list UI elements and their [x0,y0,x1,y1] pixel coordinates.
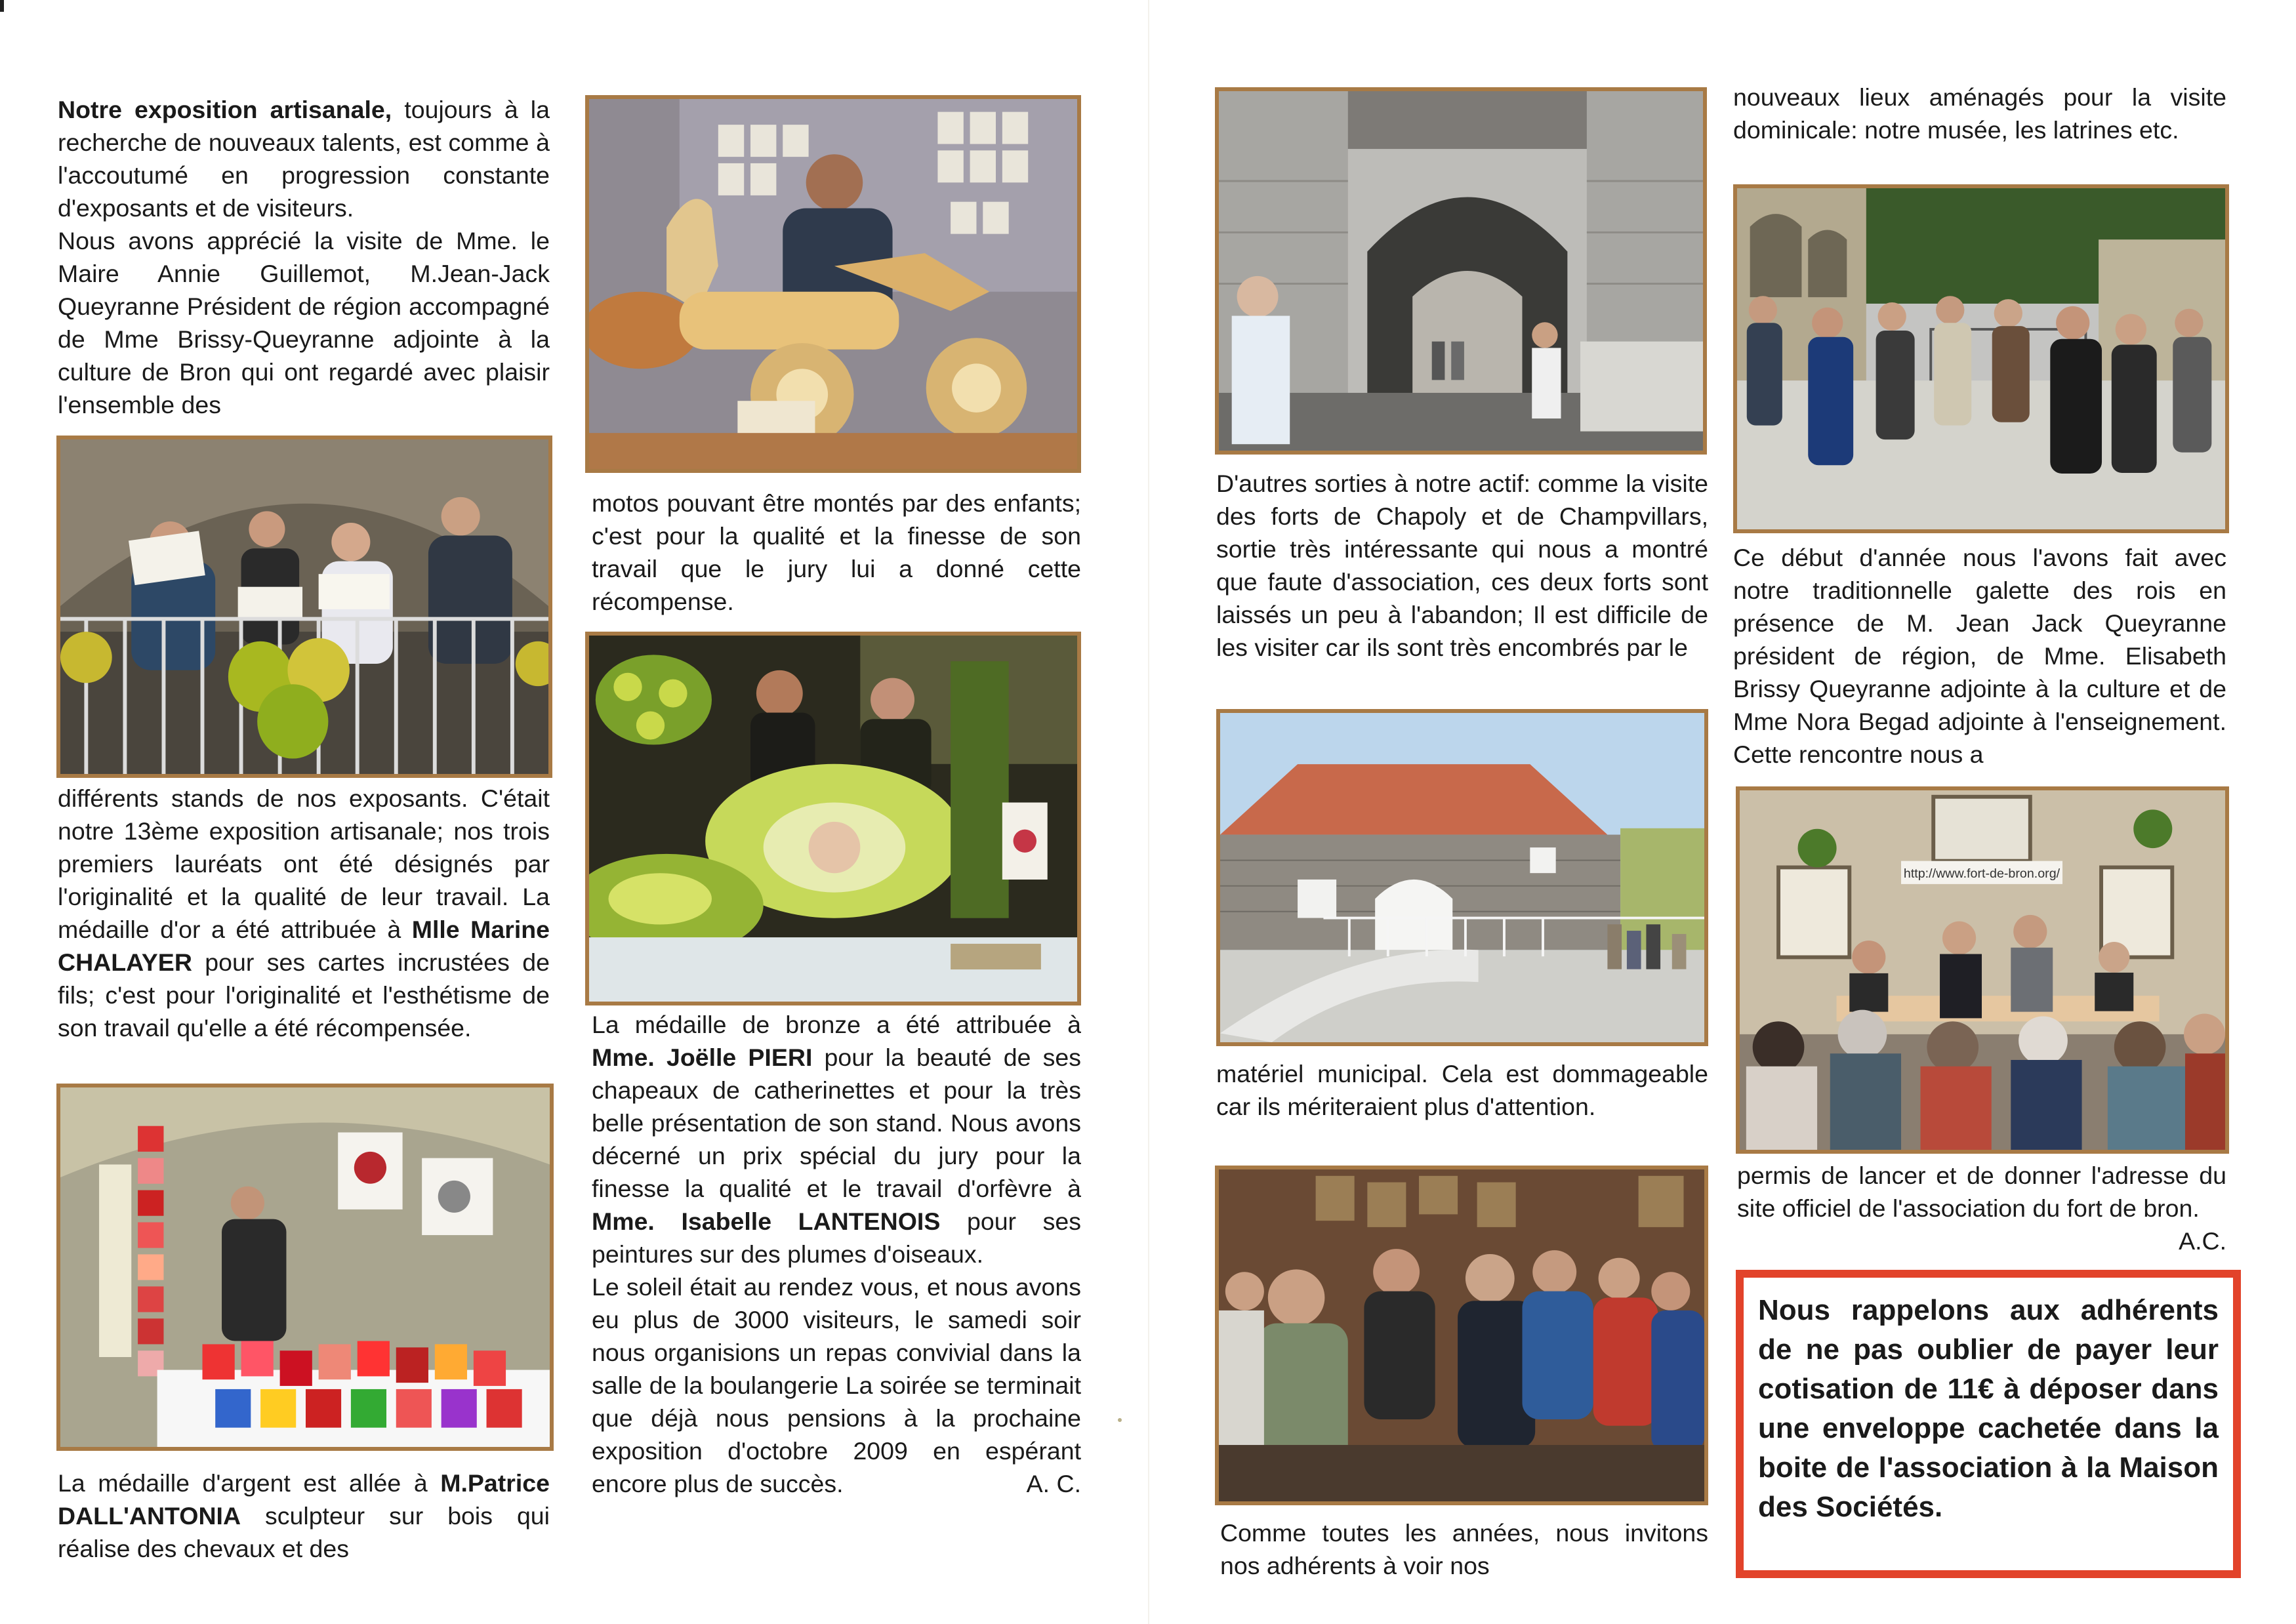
photo-galette-meeting [1736,786,2229,1154]
photo-group-walk [1733,184,2229,533]
photo-fort-gate [1215,87,1707,455]
col2-paragraph-visitors: Le soleil était au rendez vous, et nous avons eu plus de 3000 visiteurs, le samedi soir nous organisions un repas convivial dans la salle de la boulangerie La soirée se terminait que déjà nous pensions à la prochaine exposition d'octobre 2009 en espérant encore plus de succès. [592,1273,1081,1497]
col2-intro-text [592,487,1081,618]
photo-museum-visit [1215,1166,1708,1505]
photo-wooden-horse-moto [585,95,1081,473]
col4-galette-text [1733,541,2226,771]
website-sign: http://www.fort-de-bron.org/ [1903,866,2060,882]
col3-paragraph-forts: D'autres sorties à notre actif: comme la visite des forts de Chapoly et de Champvillars, sortie très intéressante qui nous a montré que faute d'association, ces deux forts sont laissés un peu à l'abandon; Il est difficile de les visiter car ils sont très encombrés par le [1216,470,1708,661]
col3-invitation-text [1220,1516,1708,1582]
signature: A. C. [1026,1470,1081,1497]
page-fold [1148,0,1149,1624]
col4-paragraph-site: permis de lancer et de donner l'adresse du site officiel de l'association du fort de bron. [1737,1162,2226,1222]
photo-fort-building [1216,709,1708,1046]
photo-laureates-balcony [56,436,552,778]
bronze-medal-winner: Mme. Joëlle PIERI [592,1044,813,1071]
col1-laureates-text: différents stands de nos exposants. C'était notre 13ème exposition artisanale; nos trois premiers lauréats ont été désignés par l'originalité et la qualité de leur travail. La médaille d'or a été attribuée à Mlle Marine CHALAYER pour ses cartes incrustées de fils; c'est pour l'originalité et l'esthétisme de son travail qu'elle a été récompensée. [58,784,550,1042]
col3-paragraph-invitation: Comme toutes les années, nous invitons nos adhérents à voir nos [1220,1519,1708,1579]
col4-paragraph-museum: nouveaux lieux aménagés pour la visite dominicale: notre musée, les latrines etc. [1733,83,2226,144]
col4-site-text [1737,1159,2226,1257]
special-prize-winner: Mme. Isabelle LANTENOIS [592,1208,941,1235]
photo-hats-stand [585,632,1081,1005]
signature: A.C. [2179,1227,2226,1255]
photo-cards-stand [56,1084,554,1451]
silver-medal-winner: M.Patrice DALL'ANTONIA [58,1469,550,1530]
col1-paragraph-visit: Nous avons apprécié la visite de Mme. le Maire Annie Guillemot, M.Jean-Jack Queyranne Président de région accompagné de Mme Brissy-Queyranne adjointe à la culture de Bron qui ont regardé avec plaisir l'ensemble des [58,227,550,418]
col4-paragraph-galette: Ce début d'année nous l'avons fait avec notre traditionnelle galette des rois en présence de M. Jean Jack Queyranne président de région, de Mme. Elisabeth Brissy Queyranne adjointe à la culture et de Mme Nora Begad adjointe à l'enseignement. Cette rencontre nous a [1733,544,2226,768]
col2-bronze-text: La médaille de bronze a été attribuée à Mme. Joëlle PIERI pour la beauté de ses chapeaux de catherinettes et pour la très belle présentation de son stand. Nous avons décerné un prix spécial du jury pour la finesse la qualité et le travail d'orfèvre à Mme. Isabelle LANTENOIS pour ses peintures sur des plumes d'oiseaux. Le soleil était au rendez vous, et nous avons eu plus de 3000 visiteurs, le samedi soir nous organisions un repas convivial dans la salle de la boulangerie La soirée se terminait que déjà nous pensions à la prochaine exposition d'octobre 2009 en espérant encore plus de succès. A. C. [592,1008,1081,1500]
col3-materiel-text [1216,1057,1708,1123]
scan-speck [1118,1418,1122,1422]
gold-medal-winner: Mlle Marine CHALAYER [58,916,550,976]
col1-intro-text: Notre exposition artisanale, toujours à la recherche de nouveaux talents, est comme à l'accoutumé en progression constante d'exposants et de visiteurs. Nous avons apprécié la visite de Mme. le Maire Annie Guillemot, M.Jean-Jack Queyranne Président de région accompagné de Mme Brissy-Queyranne adjointe à la culture de Bron qui ont regardé avec plaisir l'ensemble des [58,93,550,421]
notice-text: Nous rappelons aux adhérents de ne pas oublier de payer leur cotisation de 11€ à déposer dans une enveloppe cachetée dans la boite de l'association à la Maison des Sociétés. [1758,1294,2219,1523]
col3-paragraph-materiel: matériel municipal. Cela est dommageable car ils mériteraient plus d'attention. [1216,1060,1708,1120]
col3-forts-text [1216,467,1708,664]
scan-mark [0,0,4,12]
col4-museum-text [1733,81,2226,146]
col1-silver-text: La médaille d'argent est allée à M.Patrice DALL'ANTONIA sculpteur sur bois qui réalise des chevaux et des [58,1469,550,1562]
col2-paragraph-jury: motos pouvant être montés par des enfants; c'est pour la qualité et la finesse de son travail que le jury lui a donné cette récompense. [592,489,1081,615]
expo-title: Notre exposition artisanale, [58,96,392,123]
membership-fee-notice [1736,1270,2241,1578]
